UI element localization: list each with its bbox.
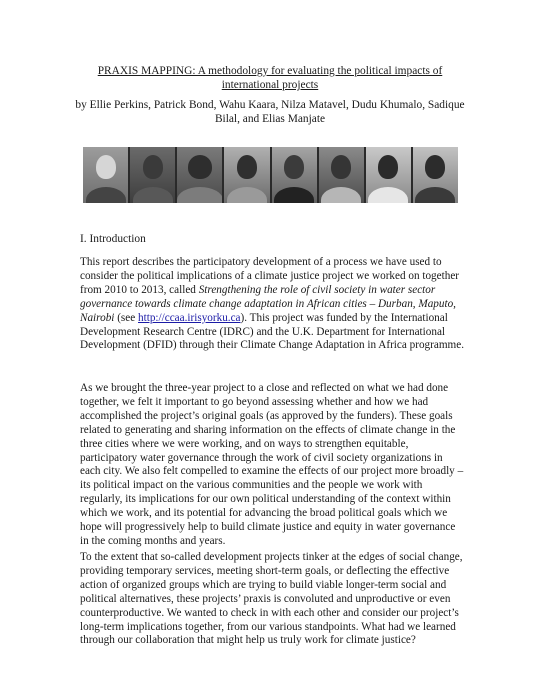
author-portrait	[177, 147, 222, 203]
authors-line-2: Bilal, and Elias Manjate	[214, 113, 326, 125]
author-portrait	[130, 147, 175, 203]
paragraph-intro	[80, 256, 465, 353]
author-portrait	[319, 147, 364, 203]
document-title	[80, 64, 460, 92]
author-photo-strip	[83, 147, 458, 203]
author-list	[75, 98, 465, 126]
paragraph-praxis: To the extent that so-called development projects tinker at the edges of social change, providing temporary services, meeting short-term goals, or deflecting the effective action of organized groups which are trying to build viable longer-term social and political alternatives, these projects’ praxis is convoluted and unproductive or even counterproductive. We wanted to check in with each other and consider our project’s long-term implications together, from our various standpoints. What had we learned through our collaboration that might help us truly work for climate justice?	[80, 551, 463, 647]
paragraph-goals: As we brought the three-year project to a close and reflected on what we had done together, we felt it important to go beyond assessing whether and how we had accomplished the project’s original goals (as approved by the funders). These goals related to generating and sharing information on the effects of climate change in the three cities where we were working, and on ways to strengthen equitable, participatory water governance through the work of civil society organizations in each city. We also felt compelled to examine the effects of our project more broadly – its political impact on the various communities and the people we work with regularly, its implications for our own political understanding of the context within which we work, and its potential for advancing the broad political goals which we hope will progressively help to build climate justice and equity in water governance in the coming months and years.	[80, 382, 464, 547]
project-website-link[interactable]: http://ccaa.irisyorku.ca	[138, 311, 241, 324]
paragraph-text: This report describes the participatory development of a process we have used to consider the political implications of a climate justice project we worked on together from 2010 to 2013, called	[80, 256, 460, 296]
project-title-italic: Strengthening the role of civil society in water sector governance towards climate change adaptation in African cities – Durban, Maputo, Nairobi	[80, 283, 456, 324]
paragraph-text: (see	[114, 311, 139, 324]
title-line-2: international projects	[221, 79, 319, 91]
author-portrait	[366, 147, 411, 203]
author-portrait	[413, 147, 458, 203]
title-line-1: PRAXIS MAPPING: A methodology for evaluating the political impacts of	[97, 65, 443, 77]
section-heading: I. Introduction	[80, 233, 146, 245]
author-portrait	[224, 147, 269, 203]
authors-line-1: by Ellie Perkins, Patrick Bond, Wahu Kaara, Nilza Matavel, Dudu Khumalo, Sadique	[75, 99, 465, 111]
author-portrait	[272, 147, 317, 203]
author-portrait	[83, 147, 128, 203]
paragraph-text: ). This project was funded by the International Development Research Centre (IDRC) and the U.K. Department for International Development (DFID) through their Climate Change Adaptation in Africa programme.	[80, 311, 465, 352]
